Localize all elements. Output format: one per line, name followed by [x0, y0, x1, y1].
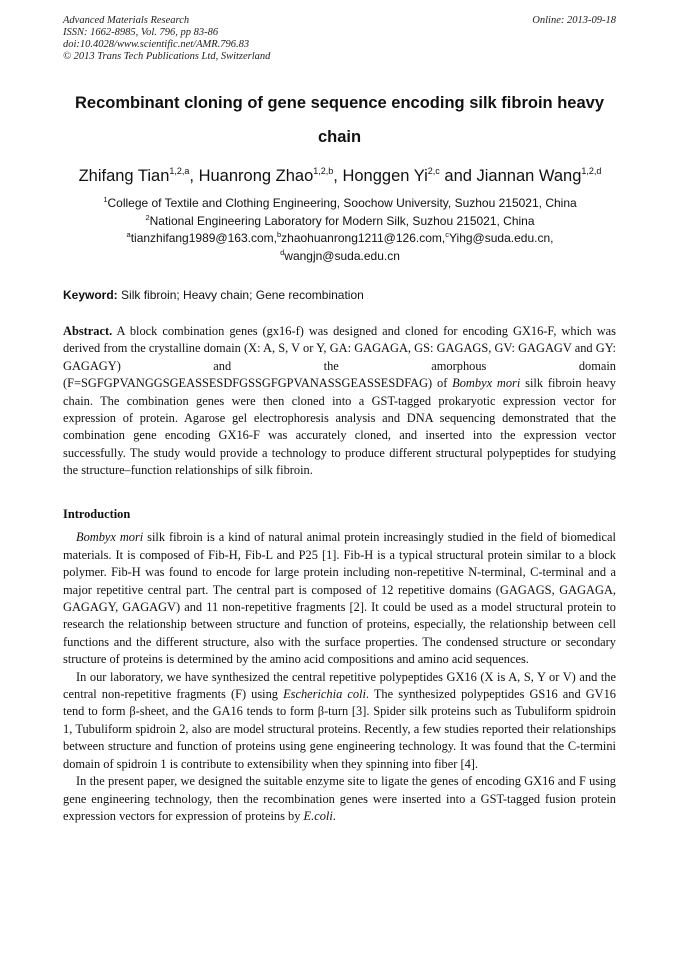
author-list	[40, 165, 640, 187]
paragraph-text: In the present paper, we designed the suitable enzyme site to ligate the genes of encoding GX16 and F using gene engineering technology, then the recombination genes were inserted into a GST-tagged fusion protein expression vectors for expression of proteins by	[63, 774, 616, 823]
species-name: Escherichia coli	[283, 687, 366, 702]
paragraph-text: . The synthesized polypeptides GS16 and GV16 tend to form β-sheet, and the GA16 tends to form β-turn [3]. Spider silk proteins such as Tubuliform spidroin 1, Tubuliform spidroin 2, also are model structural proteins. Recently, a few studies reported their relationships between structure and function of proteins using gene engineering technology. It was found that the C-termini domain of spidroin 1 is contribute to extensibility when they spinning into fiber [4].	[63, 687, 616, 771]
email-link[interactable]: zhaohuanrong1211@126.com,	[281, 231, 446, 245]
abstract-text: A block combination genes (gx16-f) was designed and cloned for encoding GX16-F, which was derived from the crystalline domain (X: A, S, V or Y, GA: GAGAGA, GS: GAGAGS, GV: GAGAGV and GY: GAGAGY) and the amorphous domain (F=SGFGPVANGGSGEASSESDFGSSGFGPVANASSGEASSESDFAG) of	[63, 324, 616, 391]
email-marker: c	[445, 230, 449, 239]
abstract	[63, 323, 616, 480]
affiliation-1	[40, 195, 640, 213]
author-superscript: 1,2,d	[581, 166, 602, 176]
email-line-1	[40, 230, 640, 248]
doi-line: doi:10.4028/www.scientific.net/AMR.796.83	[63, 39, 250, 50]
introduction-section	[63, 506, 616, 825]
author-superscript: 1,2,b	[313, 166, 334, 176]
author-name: Honggen Yi	[342, 167, 428, 185]
email-marker: a	[126, 230, 131, 239]
email-marker: b	[276, 230, 282, 239]
email-line-2	[40, 248, 640, 266]
keywords	[63, 287, 616, 303]
keywords-label: Keyword:	[63, 288, 118, 302]
affiliation-text: College of Textile and Clothing Engineering, Soochow University, Suzhou 215021, China	[107, 196, 577, 210]
author-name: Jiannan Wang	[476, 167, 582, 185]
paper-title: Recombinant cloning of gene sequence encoding silk fibroin heavy chain	[74, 94, 604, 146]
author-name: Huanrong Zhao	[198, 167, 314, 185]
species-name: E.coli	[303, 808, 333, 823]
paragraph	[63, 669, 616, 773]
email-link[interactable]: wangjn@suda.edu.cn	[284, 248, 400, 263]
author-separator: and	[439, 167, 477, 185]
paragraph-text: .	[332, 808, 336, 823]
paragraph	[63, 773, 616, 825]
affiliation-marker: 1	[103, 195, 108, 204]
affiliation-2	[40, 213, 640, 231]
species-name: Bombyx mori	[452, 376, 521, 391]
paragraph-text: silk fibroin is a kind of natural animal protein increasingly studied in the field of biomedical materials. It is composed of Fib-H, Fib-L and P25 [1]. Fib-H is a typical structural protein similar to a block polymer. Fib-H was found to encode for large protein including non-repetitive N-terminal, C-terminal and a major repetitive central part. The central part is composed of 12 repetitive domains (GAGAGS, GAGAGA, GAGAGY, GAGAGV) and 11 non-repetitive fragments [2]. It could be used as a model structural protein to research the relationship between structure and function of proteins, especially, the relationship between cell functions and the different structure, also with the surface properties. The condensed structure or secondary structure of proteins is determined by the amino acid compositions and amino acid sequences.	[63, 530, 616, 667]
copyright-line: © 2013 Trans Tech Publications Ltd, Switzerland	[63, 51, 271, 62]
author-separator: ,	[189, 167, 199, 185]
paragraph-text: In our laboratory, we have synthesized the central repetitive polypeptides GX16 (X is A, S, Y or V) and the central non-repetitive fragments (F) using	[63, 669, 616, 702]
affiliation-marker: 2	[145, 212, 150, 222]
section-heading: Introduction	[63, 507, 131, 521]
keywords-text: Silk fibroin; Heavy chain; Gene recombination	[117, 288, 364, 302]
journal-header	[63, 15, 616, 63]
author-separator: ,	[333, 167, 343, 185]
online-date: Online: 2013-09-18	[532, 15, 616, 26]
author-superscript: 1,2,a	[169, 166, 190, 176]
author-superscript: 2,c	[427, 166, 440, 176]
abstract-label: Abstract.	[63, 324, 113, 338]
affiliations	[40, 195, 640, 265]
email-link[interactable]: Yihg@suda.edu.cn,	[448, 231, 554, 245]
abstract-text: silk fibroin heavy chain. The combination genes were then cloned into a GST-tagged prokaryotic expression vector for expression of protein. Agarose gel electrophoresis analysis and DNA sequencing demonstrated that the combination gene encoding GX16-F was accurately cloned, and inserted into the expression vector successfully. The study would provide a technology to produce different structural polypeptides for studying the structure–function relationships of silk fibroin.	[63, 376, 616, 478]
author-name: Zhifang Tian	[78, 167, 170, 185]
email-link[interactable]: tianzhifang1989@163.com,	[130, 231, 277, 245]
paragraph	[63, 529, 616, 668]
issn-line: ISSN: 1662-8985, Vol. 796, pp 83-86	[63, 27, 219, 38]
species-name: Bombyx mori	[76, 530, 144, 545]
email-marker: d	[280, 247, 285, 257]
affiliation-text: National Engineering Laboratory for Modern Silk, Suzhou 215021, China	[149, 213, 535, 228]
journal-name: Advanced Materials Research	[63, 15, 190, 26]
